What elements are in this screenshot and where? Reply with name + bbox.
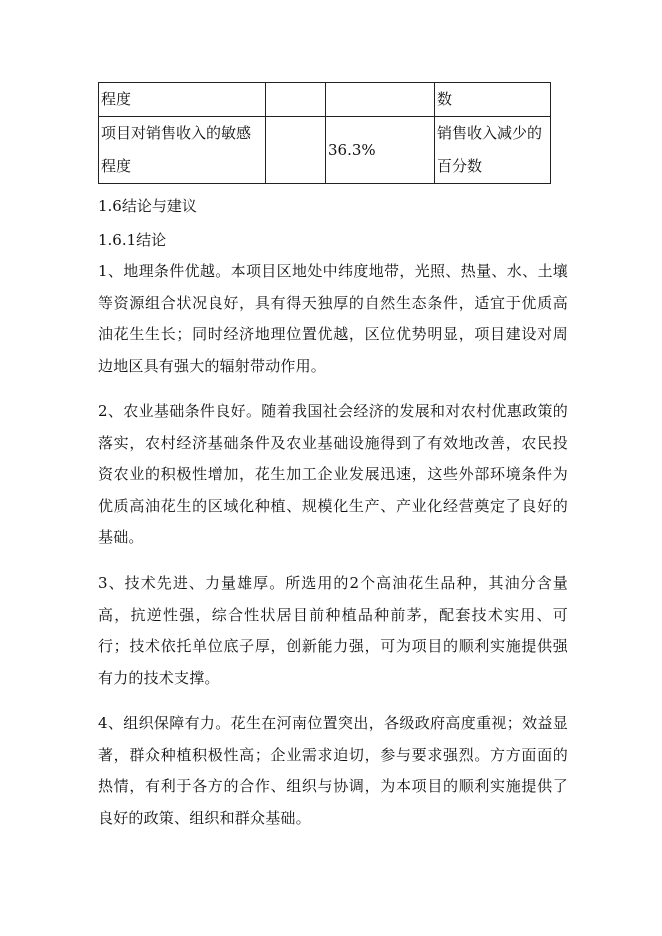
table-cell-line: 程度: [101, 157, 132, 175]
table-cell: [326, 83, 435, 117]
table-cell-line: 销售收入减少的: [437, 124, 543, 142]
table-cell: 数: [435, 83, 551, 117]
table-row: [99, 83, 551, 117]
paragraph-3: [98, 568, 568, 694]
table-cell: 程度: [99, 83, 266, 117]
table-cell: [266, 117, 326, 184]
paragraph-1: [98, 256, 568, 382]
table-cell: 36.3%: [326, 117, 435, 184]
table-cell: [266, 83, 326, 117]
paragraph-text: 1、地理条件优越。本项目区地处中纬度地带，光照、热量、水、土壤等资源组合状况良好，具有得天独厚的自然生态条件，适宜于优质高油花生生长；同时经济地理位置优越，区位优势明显，项目建设对周边地区具有强大的辐射带动作用。: [98, 262, 568, 375]
paragraph-2: [98, 396, 568, 554]
table-row: [99, 117, 551, 184]
paragraph-4: [98, 708, 568, 834]
paragraph-text: 4、组织保障有力。花生在河南位置突出，各级政府高度重视；效益显著，群众种植积极性高；企业需求迫切，参与要求强烈。方方面面的热情，有利于各方的合作、组织与协调，为本项目的顺利实施提供了良好的政策、组织和群众基础。: [98, 714, 568, 827]
section-heading: 1.6结论与建议: [98, 197, 197, 215]
table-cell-line: 百分数: [437, 157, 483, 175]
subsection-heading: 1.6.1结论: [98, 231, 167, 249]
table-cell: [99, 117, 266, 184]
table-cell: [435, 117, 551, 184]
paragraph-text: 3、技术先进、力量雄厚。所选用的2个高油花生品种，其油分含量高，抗逆性强，综合性状居目前种植品种前茅，配套技术实用、可行；技术依托单位底子厚，创新能力强，可为项目的顺利实施提供强有力的技术支撑。: [98, 574, 568, 687]
paragraph-text: 2、农业基础条件良好。随着我国社会经济的发展和对农村优惠政策的落实，农村经济基础条件及农业基础设施得到了有效地改善，农民投资农业的积极性增加，花生加工企业发展迅速，这些外部环境条件为优质高油花生的区域化种植、规模化生产、产业化经营奠定了良好的基础。: [98, 402, 568, 547]
table-cell-line: 项目对销售收入的敏感: [101, 124, 252, 142]
sensitivity-table: [98, 82, 551, 184]
